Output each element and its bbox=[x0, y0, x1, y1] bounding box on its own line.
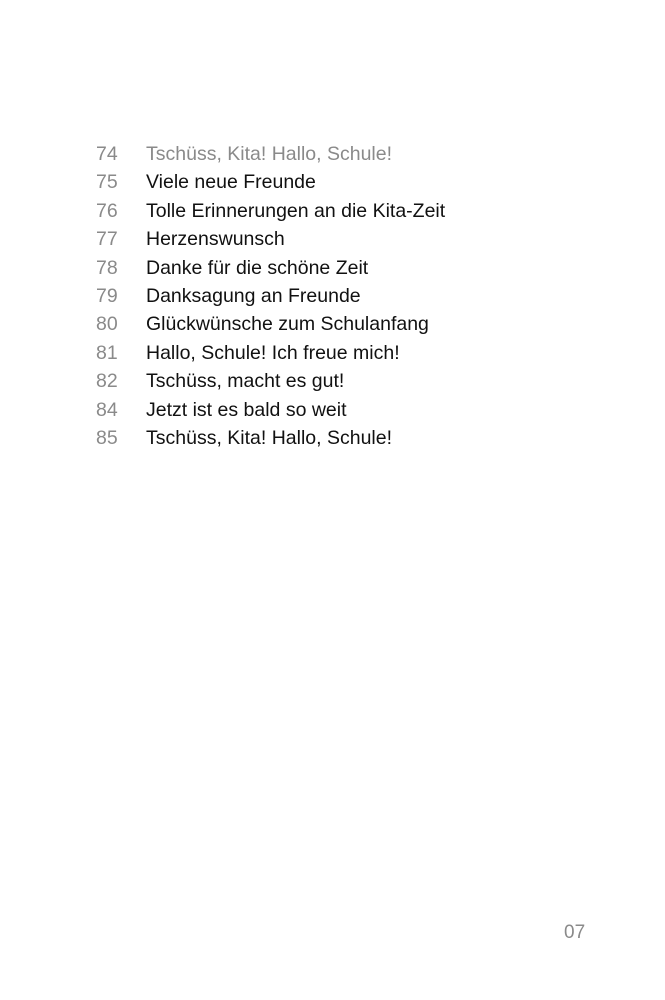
toc-title: Tschüss, Kita! Hallo, Schule! bbox=[146, 143, 393, 165]
toc-page-number: 74 bbox=[96, 143, 118, 165]
toc-title: Jetzt ist es bald so weit bbox=[146, 398, 347, 421]
toc-entry bbox=[96, 197, 596, 225]
toc-page-number: 76 bbox=[96, 199, 118, 222]
toc-entry bbox=[96, 225, 596, 253]
toc-title: Viele neue Freunde bbox=[146, 171, 316, 194]
toc-title: Tschüss, Kita! Hallo, Schule! bbox=[146, 426, 393, 449]
toc-entry bbox=[96, 310, 596, 338]
toc-title: Danke für die schöne Zeit bbox=[146, 256, 369, 279]
page-number: 07 bbox=[564, 922, 586, 943]
toc-entry bbox=[96, 168, 596, 196]
toc-entry bbox=[96, 339, 596, 367]
toc-page-number: 75 bbox=[96, 171, 118, 194]
toc-page-number: 79 bbox=[96, 284, 118, 307]
toc-title: Tolle Erinnerungen an die Kita-Zeit bbox=[146, 199, 446, 222]
toc-entry bbox=[96, 396, 596, 424]
toc-title: Hallo, Schule! Ich freue mich! bbox=[146, 341, 400, 364]
toc-page-number: 77 bbox=[96, 228, 118, 251]
toc-title: Herzenswunsch bbox=[146, 228, 285, 251]
toc-entry bbox=[96, 424, 596, 452]
toc-page-number: 81 bbox=[96, 341, 118, 364]
toc-title: Tschüss, macht es gut! bbox=[146, 370, 345, 393]
toc-entry bbox=[96, 140, 596, 168]
toc-entry bbox=[96, 254, 596, 282]
toc-page-number: 80 bbox=[96, 313, 118, 336]
toc-entry bbox=[96, 282, 596, 310]
toc-entry bbox=[96, 367, 596, 395]
toc-title: Danksagung an Freunde bbox=[146, 284, 361, 307]
toc-page-number: 84 bbox=[96, 398, 118, 421]
toc-page-number: 78 bbox=[96, 256, 118, 279]
toc-page-number: 82 bbox=[96, 370, 118, 393]
toc-title: Glückwünsche zum Schulanfang bbox=[146, 313, 429, 336]
toc-page-number: 85 bbox=[96, 426, 118, 449]
table-of-contents bbox=[96, 140, 596, 452]
